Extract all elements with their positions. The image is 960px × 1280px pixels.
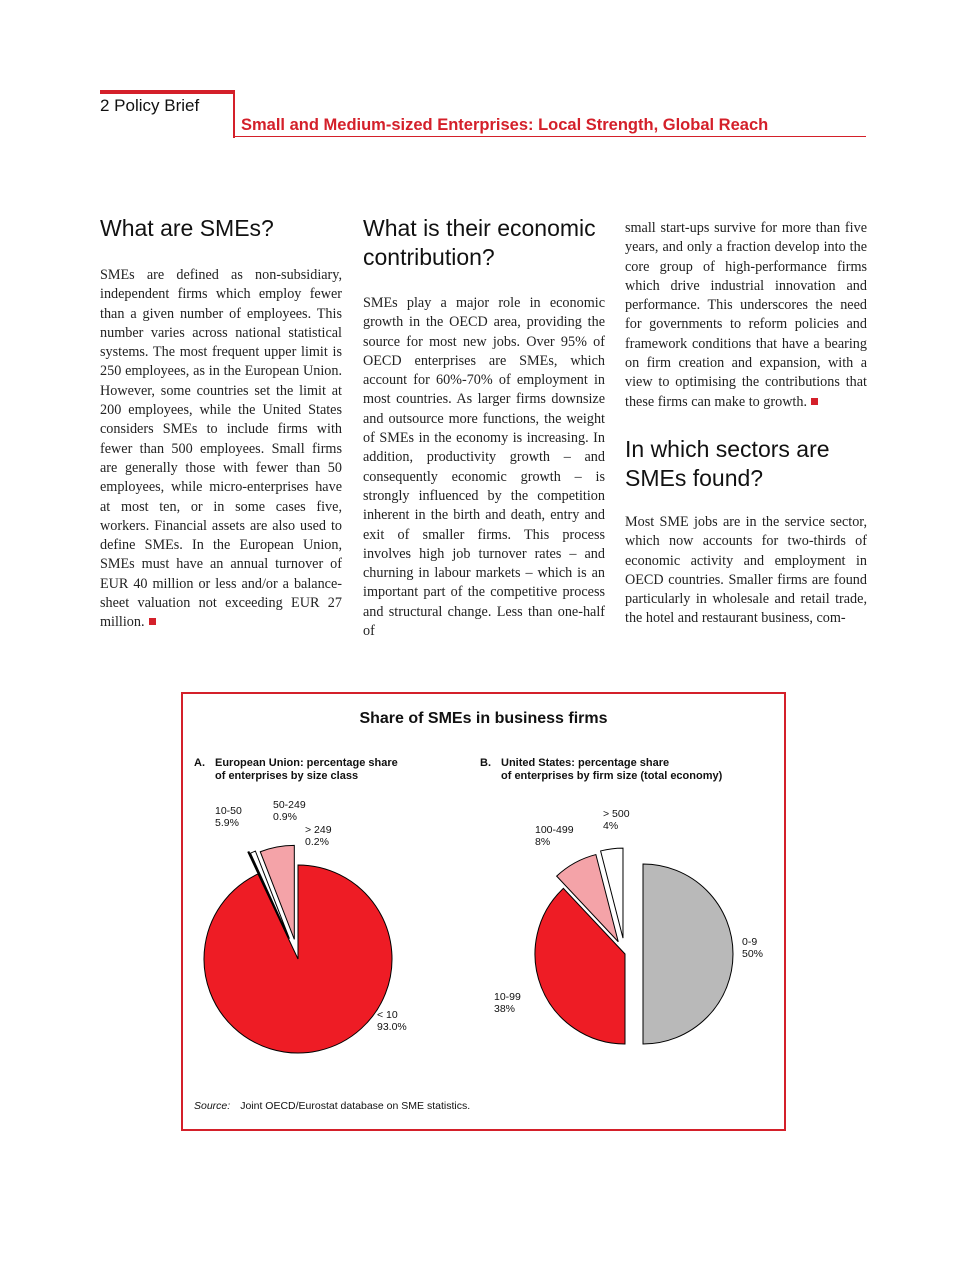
paragraph-text: small start-ups survive for more than five years, and only a fraction develop into the core group of high-performance firms which drive industrial innovation and performance. This underscores the need for governments to reform policies and framework conditions that have a bearing on firm creation and expansion, with a view to optimising the contributions that these firms can make to growth. [625,220,867,410]
source-text: Joint OECD/Eurostat database on SME statistics. [240,1100,471,1112]
pie-b-slice-10-99 [535,888,625,1044]
chart-b-letter: B. [480,757,491,769]
column-3 [625,219,867,629]
end-mark-icon [149,618,156,625]
column-2 [363,214,605,641]
figure-source [194,1100,470,1112]
paragraph-text: SMEs are defined as non-subsidiary, independent firms which employ fewer than a given number of employees. This number varies across national statistical systems. The most frequent upper limit is 250 employees, as in the European Union. However, some countries set the limit at 200 employees, while the United States considers SMEs to include firms with fewer than 500 employees. Small firms are generally those with fewer than 50 employees, while micro-enterprises have at most ten, or in some cases five, workers. Financial assets are also used to define SMEs. In the European Union, SMEs must have an annual turnover of EUR 40 million or less and/or a balance-sheet valuation not exceeding EUR 27 million. [100,267,342,631]
pie-b-label-gt-500: > 500 4% [603,808,630,832]
figure-title: Share of SMEs in business firms [359,710,608,727]
chart-a-letter: A. [194,757,205,769]
pie-a-label-lt-10: < 10 93.0% [377,1009,407,1033]
figure-box [181,692,786,1131]
paragraph-smes-definition [100,266,342,633]
pie-a-label-gt-249: > 249 0.2% [305,824,332,848]
pie-a-label-50-249: 50-249 0.9% [273,799,306,823]
paragraph-sectors: Most SME jobs are in the service sector, which now accounts for two-thirds of economic activity and employment in OECD countries. Smaller firms are found particularly in wholesale and retail trade, the hotel and restaurant business, com- [625,513,867,627]
column-1 [100,214,342,633]
pie-charts [183,694,784,1129]
chart-a-subtitle-line1: European Union: percentage share [215,757,398,769]
page-label: 2 Policy Brief [100,96,200,115]
running-title: Small and Medium-sized Enterprises: Local Strength, Global Reach [241,116,769,134]
heading-economic-contribution: What is their economic contribution? [363,215,596,270]
pie-b-label-10-99: 10-99 38% [494,991,521,1015]
heading-what-are-smes: What are SMEs? [100,215,274,241]
pie-b-slice-0-9 [643,864,733,1044]
pie-a-slice-10 [204,865,392,1053]
chart-a-subtitle-line2: of enterprises by size class [215,770,359,782]
paragraph-economic-contribution: SMEs play a major role in economic growth in the OECD area, providing the source for most new jobs. Over 95% of OECD enterprises are SMEs, which account for 60%-70% of employment in most countries. As larger firms downsize and outsource more functions, the weight of SMEs in the economy is increasing. In addition, productivity growth – and consequently economic growth – is strongly influenced by the competition inherent in the birth and death, entry and exit of smaller firms. This process involves high job turnover rates – and churning in labour markets – which is an important part of the competitive process and structural change. Less than one-half of [363,295,605,640]
chart-b-subtitle-line1: United States: percentage share [501,757,670,769]
pie-a-label-10-50: 10-50 5.9% [215,805,242,829]
chart-b-subtitle-line2: of enterprises by firm size (total economy) [501,770,723,782]
pie-b-label-100-499: 100-499 8% [535,824,574,848]
pie-b-label-0-9: 0-9 50% [742,936,764,960]
heading-sectors: In which sectors are SMEs found? [625,435,830,491]
source-label: Source: [194,1100,231,1112]
paragraph-startups [625,219,867,412]
header-red-rule [100,90,235,94]
end-mark-icon [811,398,818,405]
header-vertical-rule [233,90,235,138]
header-horizontal-rule [233,136,866,137]
